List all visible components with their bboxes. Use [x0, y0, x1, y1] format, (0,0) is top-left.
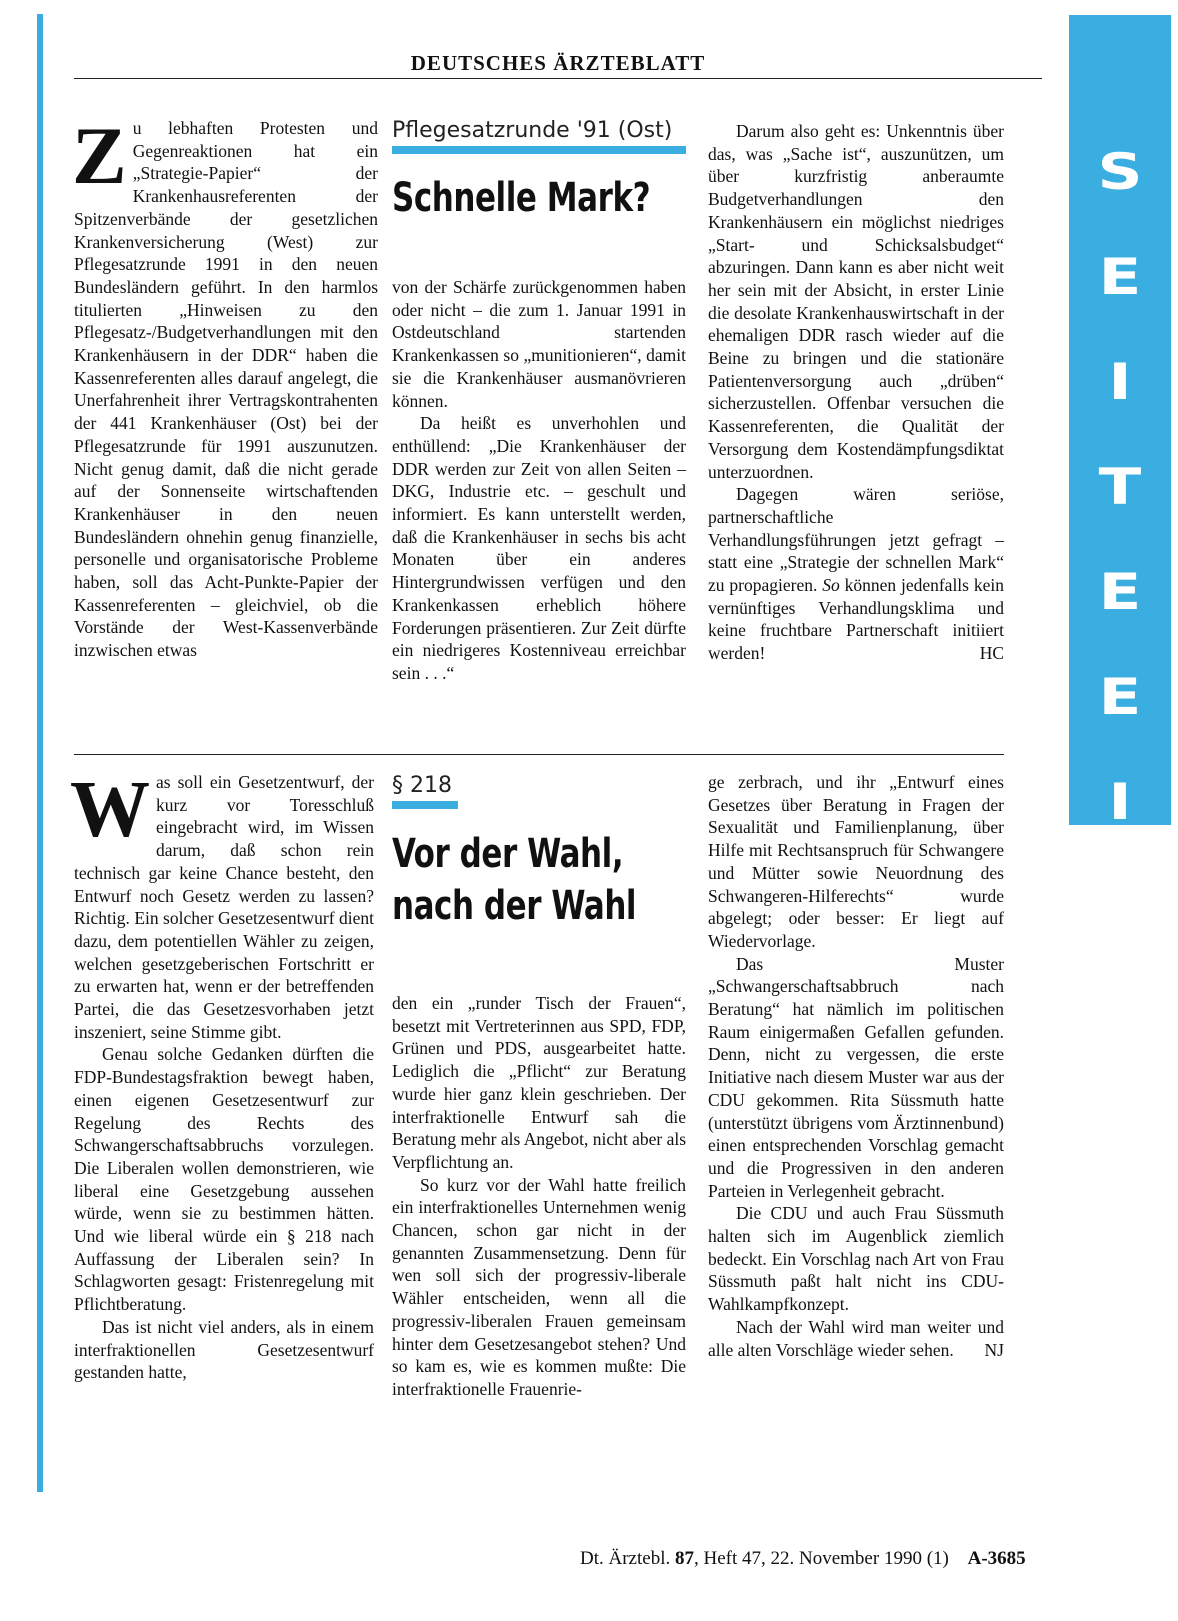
- sidebar-letter: E: [1098, 248, 1142, 306]
- article2-col3-text: Nach der Wahl wird man weiter und alle alten Vorschläge wieder sehen.: [708, 1316, 1004, 1360]
- article1-col3-italic: So: [822, 575, 840, 596]
- article2-kicker: § 218: [392, 773, 452, 798]
- article1-dropcap: Z: [72, 110, 127, 201]
- article-separator: [74, 754, 1004, 755]
- article1-col3-text: können jedenfalls kein vernünftiges Verhandlungsklima und keine fruchtbare Partnerschaft initiiert werden!: [708, 575, 1004, 664]
- footer-volume: 87: [674, 1548, 694, 1569]
- article2-dropcap: W: [70, 766, 150, 854]
- article2-headline-line: nach der Wahl: [392, 883, 637, 929]
- article2-headline: [392, 828, 636, 932]
- sidebar-letter: E: [1098, 668, 1142, 726]
- article2-col3-paragraph: ge zerbrach, und ihr „Entwurf eines Gesetzes über Beratung in Fragen der Sexualität und Familienplanung, über Hilfe mit Rechtsanspruch für Schwangere und Mütter sowie Neuordnung des Schwangeren-Hilferechts“ wurde abgelegt; oder besser: Er liegt auf Wiedervorlage.: [708, 772, 1004, 951]
- left-accent-bar: [37, 14, 43, 1492]
- article1-col1-text: u lebhaften Protesten und Gegenreaktionen hat ein „Strategie-Papier“ der Krankenhausreferenten der Spitzenverbände der gesetzlichen Krankenversicherung (West) zur Pflegesatzrunde 1991 in den neuen Bundesländern geführt. In den harmlos titulierten „Hinweisen zu den Pflegesatz-/Budgetverhandlungen mit den Krankenhäusern in der DDR“ haben die Kassenreferenten alles darauf angelegt, die Unerfahrenheit ihrer Vertragskontrahenten der 441 Krankenhäuser (Ost) bei der Pflegesatzrunde für 1991 auszunutzen. Nicht genug damit, daß die nicht gerade auf der Sonnenseite wirtschaftenden Krankenhäuser in den neuen Bundesländern ohnehin genug finanzielle, personelle und organisatorische Probleme haben, soll das Acht-Punkte-Papier der Kassenreferenten – gleichviel, ob die Vorstände der West-Kassenverbände inzwischen etwas: [74, 118, 378, 661]
- article2-column-3: [708, 771, 1004, 1361]
- article1-column-1: [72, 110, 378, 662]
- article1-kicker: Pflegesatzrunde '91 (Ost): [392, 118, 673, 143]
- article2-headline-line: Vor der Wahl,: [392, 831, 624, 877]
- article2-signature: NJ: [984, 1339, 1004, 1360]
- article1-column-2: [392, 276, 686, 685]
- article1-col2-paragraph: Da heißt es unverhohlen und enthüllend: „Die Krankenhäuser der DDR werden zur Zeit von allen Seiten – DKG, Industrie etc. – geschult und informiert. Es kann unterstellt werden, daß die Krankenhäuser in sechs bis acht Monaten über ein anderes Hintergrundwissen verfügen und den Krankenkassen erheblich höhere Forderungen präsentieren. Zur Zeit dürfte ein niedrigeres Kostenniveau erreichbar sein . . .“: [392, 413, 686, 683]
- article2-col1-text: as soll ein Gesetzentwurf, der kurz vor Toresschluß eingebracht wird, im Wissen darum, daß schon rein technisch gar keine Chance besteht, den Entwurf noch Gesetz werden zu lassen? Richtig. Ein solcher Gesetzesentwurf dient dazu, dem potentiellen Wähler zu zeigen, welchen gesetzgeberischen Fortschritt er zu erwarten hat, wenn er der betreffenden Partei, die das Gesetzesvorhaben jetzt inszeniert, seine Stimme gibt.: [74, 772, 374, 1042]
- sidebar-letter: E: [1098, 563, 1142, 621]
- article1-col2-paragraph: von der Schärfe zurückgenommen haben oder nicht – die zum 1. Januar 1991 in Ostdeutschland startenden Krankenkassen so „munitionieren“, damit sie die Krankenhäuser ausmanövrieren können.: [392, 277, 686, 411]
- page-footer: [580, 1548, 1026, 1570]
- article2-col2-paragraph: So kurz vor der Wahl hatte freilich ein interfraktionelles Unternehmen wenig Chancen, schon gar nicht in der genannten Zusammensetzung. Denn für wen soll sich der progressiv-liberale Wähler entscheiden, wenn all die progressiv-liberalen Frauen gemeinsam hinter dem Gesetzesangebot stehen? Und so kam es, wie es kommen mußte: Die interfraktionelle Frauenrie-: [392, 1174, 686, 1399]
- article2-col3-paragraph: Die CDU und auch Frau Süssmuth halten sich im Augenblick ziemlich bedeckt. Ein Vorschlag nach Art von Frau Süssmuth paßt halt nicht ins CDU-Wahlkampfkonzept.: [708, 1203, 1004, 1315]
- article2-column-2: [392, 992, 686, 1401]
- article2-col2-paragraph: den ein „runder Tisch der Frauen“, besetzt mit Vertreterinnen aus SPD, FDP, Grünen und PDS, ausgearbeitet hatte. Lediglich die „Pflicht“ zur Beratung wurde hier ganz klein geschrieben. Der interfraktionelle Entwurf sah die Beratung mehr als Angebot, nicht aber als Verpflichtung an.: [392, 993, 687, 1172]
- footer-citation-prefix: Dt. Ärztebl.: [580, 1548, 675, 1569]
- article1-headline: Schnelle Mark?: [392, 175, 651, 221]
- sidebar-letter: N: [1093, 878, 1147, 936]
- article2-column-1: [70, 766, 374, 1384]
- article1-col3-text: Dagegen wären seriöse, partnerschaftliche Verhandlungsführungen jetzt gefragt – statt eine „Strategie der schnellen Mark“ zu propagieren.: [708, 484, 1004, 596]
- sidebar-letter: I: [1108, 773, 1132, 831]
- article2-kicker-bar: [392, 801, 458, 809]
- masthead: DEUTSCHES ÄRZTEBLATT: [410, 51, 706, 75]
- sidebar-letter: S: [1097, 143, 1143, 201]
- article2-col1-paragraph: Das ist nicht viel anders, als in einem interfraktionellen Gesetzesentwurf gestanden hatte,: [74, 1316, 374, 1383]
- article1-signature: HC: [979, 643, 1004, 664]
- footer-citation-rest: , Heft 47, 22. November 1990 (1): [693, 1548, 949, 1569]
- sidebar-letters: [1069, 120, 1171, 1065]
- sidebar-letter: I: [1108, 353, 1132, 411]
- footer-page-number: A-3685: [967, 1548, 1026, 1569]
- sidebar-letter: T: [1098, 458, 1142, 516]
- masthead-rule: [74, 78, 1042, 79]
- article2-col1-paragraph: Genau solche Gedanken dürften die FDP-Bundestagsfraktion bewegt haben, einen eigenen Gesetzesentwurf zur Regelung des Rechts des Schwangerschaftsabbruchs vorzulegen. Die Liberalen wollen demonstrieren, wie liberal eine Gesetzgebung aussehen würde, wenn sie zu bestimmen hätten. Und wie liberal würde ein § 218 nach Auffassung der Liberalen sein? In Schlagworten gesagt: Fristenregelung mit Pflichtberatung.: [74, 1044, 374, 1315]
- article2-col3-paragraph: Das Muster „Schwangerschaftsabbruch nach Beratung“ hat nämlich im politischen Raum einigermaßen Gefallen gefunden. Denn, nicht zu vergessen, die erste Initiative nach diesem Muster war aus der CDU gekommen. Rita Süssmuth hatte (unterstützt übrigens vom Ärztinnenbund) einen entsprechenden Vorschlag gemacht und die Progressiven in den anderen Parteien in Verlegenheit gebracht.: [708, 953, 1004, 1201]
- article1-col3-paragraph: Darum also geht es: Unkenntnis über das, was „Sache ist“, auszunützen, um über kurzfristig anberaumte Budgetverhandlungen den Krankenhäusern ein möglichst niedriges „Start- und Schicksalsbudget“ abzuringen. Dann kann es aber nicht weit her sein mit der Absicht, in erster Linie die desolate Krankenhauswirtschaft in der ehemaligen DDR rasch wieder auf die Beine zu bringen und die stationäre Patientenversorgung auch „drüben“ sicherzustellen. Offenbar versuchen die Kassenreferenten, die Qualität der Versorgung dem Kostendämpfungsdiktat unterzuordnen.: [708, 121, 1004, 482]
- article1-kicker-bar: [392, 146, 686, 154]
- section-sidebar: [1069, 15, 1171, 1041]
- sidebar-letter: S: [1097, 983, 1143, 1041]
- article1-column-3: [708, 120, 1004, 665]
